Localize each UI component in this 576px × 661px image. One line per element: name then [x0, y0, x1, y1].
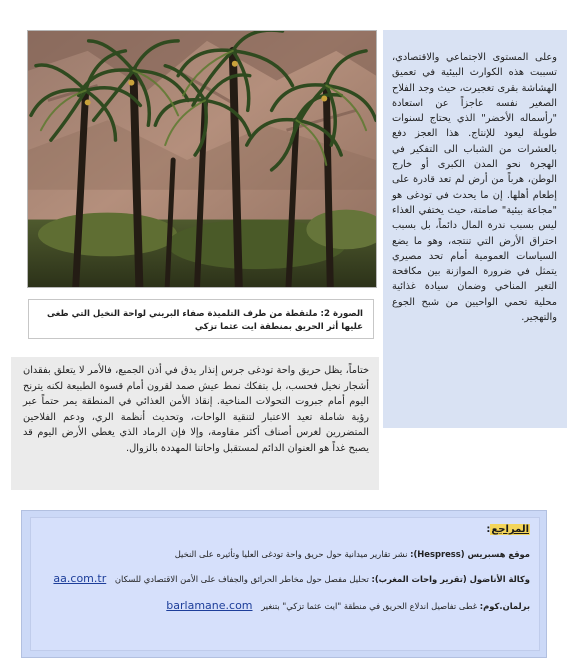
- reference-item-barlamane: [40, 599, 530, 613]
- sidebar-paragraph: وعلى المستوى الاجتماعي والاقتصادي، تسببت هذه الكوارث البيئية في تعميق الهشاشة بقرى تغجيرت، حيث وجد الفلاح الصغير نفسه عاجزاً عن استعادة "رأسماله الأخضر" الذي يحتاج لسنوات طويلة ليعود للإنتاج. هذا العجز دفع بالعشرات من الشباب الى التفكير في الهجرة نحو المدن الكبرى أو خارج الوطن، هرباً من أرض لم تعد قادرة على إطعام أهلها. إن ما يحدث في تودغى هو "مجاعة بيئية" صامتة، حيث يختفي الغذاء ليس بسبب ندرة المال دائماً، بل بسبب احتراق الأرض التي تنتجه، وهو ما يضع السياسات العمومية أمام تحد مصيري يتمثل في ضرورة الموازنة بين مكافحة التغير المناخي وضمان سيادة غذائية محلية تحمي الواحيين من شبح الجوع والتهجير.: [383, 30, 567, 428]
- reference-link[interactable]: aa.com.tr: [53, 572, 107, 585]
- palm-oasis-image: [28, 31, 376, 287]
- references-inner: [30, 517, 540, 651]
- reference-item-hespress: [40, 547, 530, 561]
- reference-text: تحليل مفصل حول مخاطر الحرائق والجفاف على الأمن الاقتصادي للسكان: [114, 574, 369, 584]
- reference-source: موقع هسبريس (Hespress):: [410, 549, 530, 559]
- reference-source: وكالة الأناضول (تقرير واحات المغرب):: [371, 574, 530, 584]
- photo-caption: الصورة 2: ملتقطة من طرف التلميذة صفاء البريني لواحة النخيل التي طغى عليها أثر الحريق بمنطقة ايت عثما تزكي: [28, 299, 374, 339]
- reference-link[interactable]: barlamane.com: [166, 599, 253, 612]
- reference-source: برلمان.كوم:: [479, 601, 530, 611]
- reference-text: نشر تقارير ميدانية حول حريق واحة تودغى العليا وتأثيره على النخيل: [174, 549, 408, 559]
- reference-text: غطى تفاصيل اندلاع الحريق في منطقة "ايت عثما تزكي" بتنغير: [261, 601, 478, 611]
- conclusion-paragraph: ختاماً، يظل حريق واحة تودغى جرس إنذار يدق في أذن الجميع، فالأمر لا يتعلق بفقدان أشجار نخيل فحسب، بل بتفكك نمط عيش صمد لقرون أمام قسوة الطبيعة لكنه يترنح اليوم أمام جبروت التحولات المناخية. إنقاذ الأمن الغذائي في المنطقة يمر حتماً عبر رؤية شاملة تعيد الاعتبار لتنقية الواحات، وتحديث أنظمة الري، ودعم الفلاحين المتضررين لغرس أصناف أكثر مقاومة، وإلا فإن الرماد الذي يغطي الأرض اليوم قد يصبح غداً هو العنوان الدائم لمستقبل واحاتنا المهددة بالزوال.: [11, 357, 379, 490]
- reference-item-anadolu: [40, 572, 530, 586]
- references-title-text: المراجع: [491, 524, 529, 535]
- oasis-photo: [27, 30, 377, 288]
- references-box: [21, 510, 547, 658]
- references-title: المراجع:: [486, 524, 529, 535]
